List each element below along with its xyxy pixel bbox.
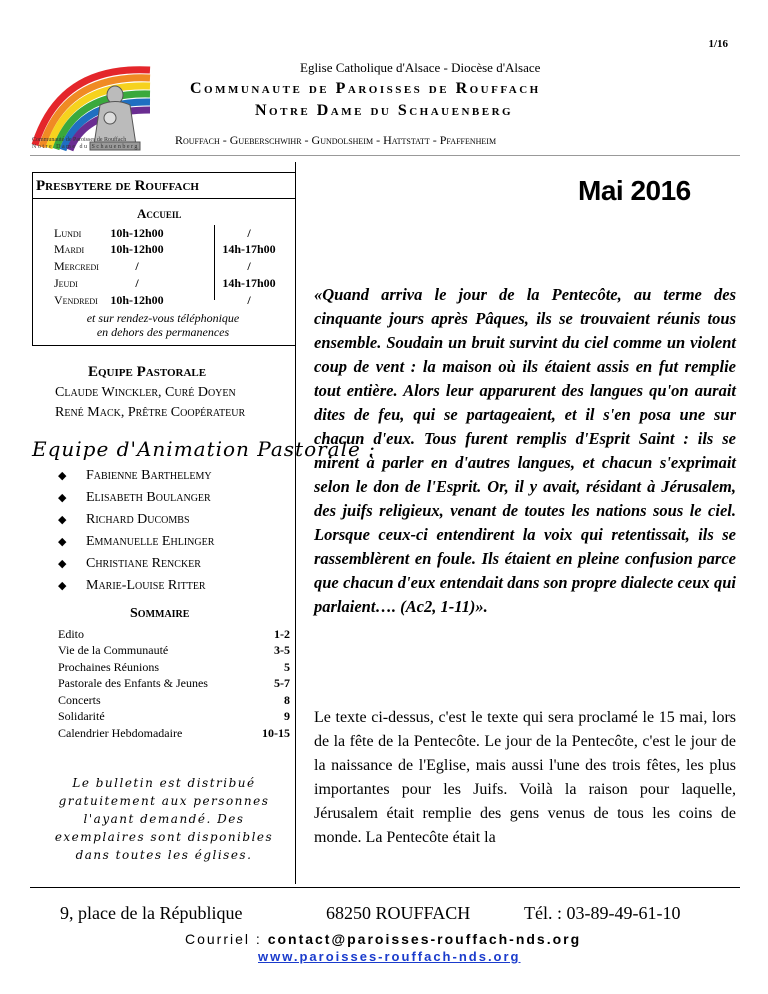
- distribution-note: Le bulletin est distribué gratuitement aux personnes l'ayant demandé. Des exemplaires sont disponibles dans toutes les églises.: [54, 776, 274, 862]
- edito-text: Le texte ci-dessus, c'est le texte qui sera proclamé le 15 mai, lors de la fête de la Pentecôte. Le jour de la Pentecôte, c'est le jour de la naissance de l'Eglise, mais aussi l'une des trois fêtes, les plus importantes pour les Juifs. Voilà la raison pour laquelle, Jérusalem était remplie des gens venus de tous les coins de monde. La Pentecôte était la: [314, 709, 736, 846]
- website-link[interactable]: www.paroisses-rouffach-nds.org: [258, 949, 521, 964]
- schedule-day: Vendredi: [54, 293, 98, 307]
- sommaire-title: Sommaire: [130, 606, 190, 621]
- footer-city: 68250 ROUFFACH: [326, 903, 471, 923]
- equipe-member: Claude Winckler, Curé Doyen: [55, 385, 236, 400]
- community-title: Communaute de Paroisses de Rouffach: [190, 80, 541, 97]
- column-divider: [295, 162, 296, 884]
- schedule-pm: /: [247, 293, 251, 307]
- schedule-pm: /: [247, 259, 251, 273]
- diamond-bullet-icon: ◆: [58, 558, 67, 570]
- diamond-bullet-icon: ◆: [58, 536, 67, 548]
- schedule-day: Mardi: [54, 242, 85, 256]
- diamond-bullet-icon: ◆: [58, 514, 67, 526]
- presbytere-title: Presbytere de Rouffach: [36, 178, 199, 194]
- toc-row[interactable]: Pastorale des Enfants & Jeunes 5-7: [58, 676, 290, 690]
- toc-row[interactable]: Prochaines Réunions 5: [58, 660, 290, 674]
- equipe-member: René Mack, Prêtre Coopérateur: [55, 405, 246, 420]
- scripture-quote: «Quand arriva le jour de la Pentecôte, au terme des cinquante jours après Pâques, ils se trouvaient réunis tous ensemble. Soudain un bruit survint du ciel comme un violent coup de vent : la maison où ils étaient assis en fut remplie tout entière. Alors leur apparurent des langues qu'on aurait dites de feu, qui se partageaient, et il s'en posa une sur chacun d'eux. Tous furent remplis d'Esprit Saint : ils se mirent à parler en d'autres langues, et chacun s'exprimait selon le don de l'Esprit. Or, il y avait, résidant à Jérusalem, des juifs religieux, venant de toutes les nations sous le ciel. Lorsque ceux-ci entendirent la voix qui retentissait, ils se rassemblèrent en foule. Ils étaient en pleine confusion parce que chacun d'eux entendait dans son propre dialecte ceux qui parlaient…. (Ac2, 1-11)».: [314, 285, 736, 616]
- accueil-heading: Accueil: [137, 206, 182, 221]
- footer-email-line: [185, 931, 581, 947]
- header-divider: [30, 155, 740, 156]
- notre-dame-title: Notre Dame du Schauenberg: [255, 102, 514, 119]
- page-number: 1/16: [708, 38, 728, 50]
- month-title: Mai 2016: [578, 175, 691, 206]
- church-line: Eglise Catholique d'Alsace - Diocèse d'Alsace: [300, 60, 541, 75]
- toc-row[interactable]: Concerts 8: [58, 693, 290, 707]
- toc-row[interactable]: Vie de la Communauté 3-5: [58, 643, 290, 657]
- footer-divider: [30, 887, 740, 888]
- schedule-day: Jeudi: [54, 276, 78, 290]
- presbytere-divider: [32, 198, 295, 199]
- schedule-pm: 14h-17h00: [222, 276, 276, 290]
- email-label: Courriel :: [185, 931, 268, 947]
- schedule-am: /: [135, 276, 139, 290]
- towns-line: Rouffach - Gueberschwihr - Gundolsheim - Hattstatt - Pfaffenheim: [175, 133, 497, 147]
- schedule-am: 10h-12h00: [110, 242, 164, 256]
- schedule-am: 10h-12h00: [110, 293, 164, 307]
- schedule-am: 10h-12h00: [110, 226, 164, 240]
- diamond-bullet-icon: ◆: [58, 470, 67, 482]
- eap-title: Equipe d'Animation Pastorale :: [32, 437, 376, 461]
- equipe-pastorale-title: Equipe Pastorale: [88, 364, 207, 380]
- schedule-divider: [214, 225, 215, 300]
- logo-caption-line1: Communauté de Paroisses de Rouffach: [32, 137, 127, 143]
- logo-caption-line2: Notre Dame du Schauenberg: [32, 144, 139, 150]
- schedule-day: Lundi: [54, 226, 82, 240]
- schedule-am: /: [135, 259, 139, 273]
- footer-phone: Tél. : 03-89-49-61-10: [524, 903, 681, 923]
- toc-row[interactable]: Solidarité 9: [58, 709, 290, 723]
- schedule-note: et sur rendez-vous téléphonique: [86, 311, 240, 325]
- toc-row[interactable]: Calendrier Hebdomadaire 10-15: [58, 726, 290, 740]
- footer-address: 9, place de la République: [60, 903, 243, 923]
- schedule-day: Mercredi: [54, 259, 99, 273]
- schedule-pm: 14h-17h00: [222, 242, 276, 256]
- email-link[interactable]: contact@paroisses-rouffach-nds.org: [267, 931, 582, 947]
- toc-row[interactable]: Edito 1-2: [58, 627, 290, 641]
- schedule-note: en dehors des permanences: [96, 325, 230, 339]
- diamond-bullet-icon: ◆: [58, 580, 67, 592]
- diamond-bullet-icon: ◆: [58, 492, 67, 504]
- schedule-pm: /: [247, 226, 251, 240]
